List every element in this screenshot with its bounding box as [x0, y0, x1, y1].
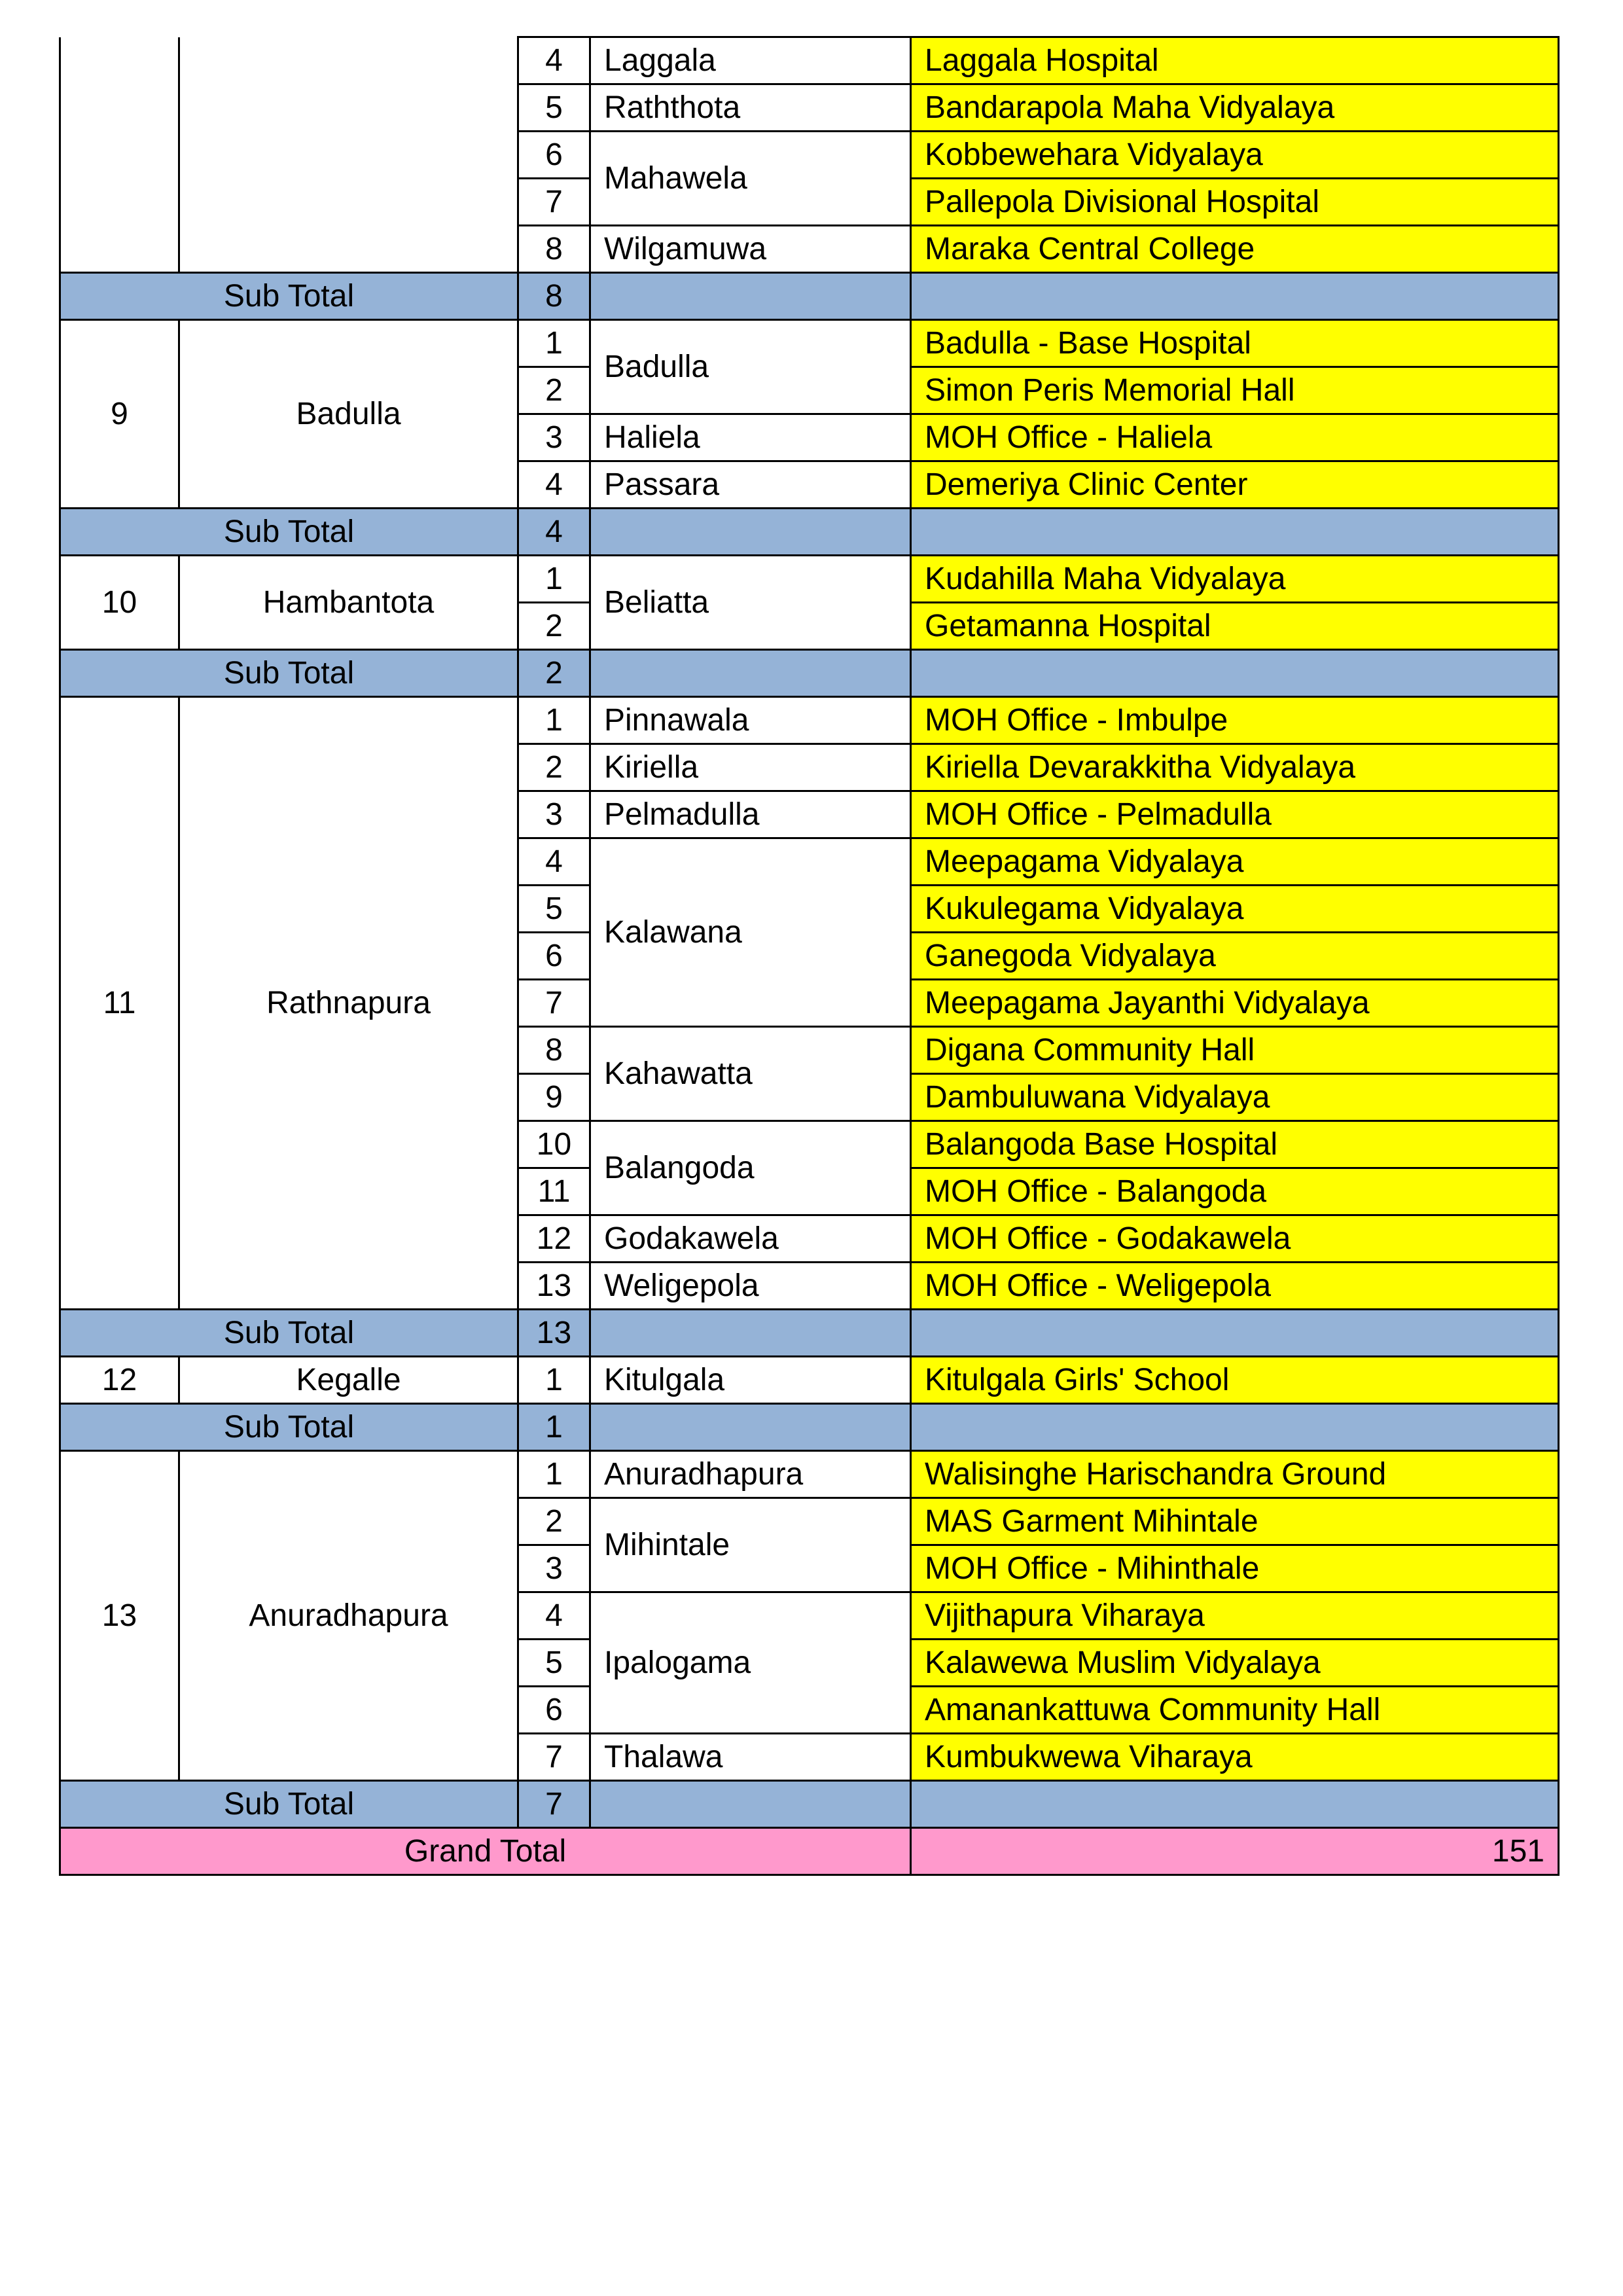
table-row [60, 1451, 1559, 1498]
table-body [60, 37, 1559, 1875]
subtotal-blank-cell [911, 273, 1559, 320]
moh-area-cell: Balangoda [590, 1121, 911, 1215]
moh-area-cell: Haliela [590, 414, 911, 461]
subtotal-value: 2 [518, 650, 590, 697]
center-number-cell: 12 [518, 1215, 590, 1263]
subtotal-row [60, 273, 1559, 320]
center-location-cell: Meepagama Vidyalaya [911, 838, 1559, 886]
subtotal-blank-cell [911, 1310, 1559, 1357]
subtotal-blank-cell [590, 1781, 911, 1828]
center-number-cell: 5 [518, 1640, 590, 1687]
subtotal-value: 13 [518, 1310, 590, 1357]
subtotal-value: 8 [518, 273, 590, 320]
subtotal-label: Sub Total [60, 1781, 518, 1828]
subtotal-label: Sub Total [60, 650, 518, 697]
center-number-cell: 3 [518, 414, 590, 461]
district-number-cell: 12 [60, 1357, 179, 1404]
center-location-cell: Bandarapola Maha Vidyalaya [911, 84, 1559, 132]
moh-area-cell: Beliatta [590, 556, 911, 650]
district-name-cell: Rathnapura [179, 697, 518, 1310]
subtotal-value: 7 [518, 1781, 590, 1828]
center-location-cell: Kitulgala Girls' School [911, 1357, 1559, 1404]
subtotal-blank-cell [911, 1404, 1559, 1451]
center-number-cell: 7 [518, 1734, 590, 1781]
moh-area-cell: Kiriella [590, 744, 911, 791]
vaccination-centers-table [59, 36, 1560, 1876]
center-location-cell: Simon Peris Memorial Hall [911, 367, 1559, 414]
center-number-cell: 4 [518, 838, 590, 886]
center-location-cell: Dambuluwana Vidyalaya [911, 1074, 1559, 1121]
center-location-cell: MOH Office - Haliela [911, 414, 1559, 461]
center-number-cell: 11 [518, 1168, 590, 1215]
table-row [60, 556, 1559, 603]
center-location-cell: Kalawewa Muslim Vidyalaya [911, 1640, 1559, 1687]
center-location-cell: Balangoda Base Hospital [911, 1121, 1559, 1168]
center-number-cell: 2 [518, 603, 590, 650]
subtotal-blank-cell [590, 509, 911, 556]
center-location-cell: Kiriella Devarakkitha Vidyalaya [911, 744, 1559, 791]
grand-total-row [60, 1828, 1559, 1875]
center-number-cell: 2 [518, 367, 590, 414]
district-name-cell: Kegalle [179, 1357, 518, 1404]
center-location-cell: Meepagama Jayanthi Vidyalaya [911, 980, 1559, 1027]
center-number-cell: 7 [518, 980, 590, 1027]
center-location-cell: Amanankattuwa Community Hall [911, 1687, 1559, 1734]
subtotal-blank-cell [590, 1404, 911, 1451]
district-name-cell: Badulla [179, 320, 518, 509]
center-location-cell: MOH Office - Mihinthale [911, 1545, 1559, 1592]
subtotal-blank-cell [911, 650, 1559, 697]
subtotal-row [60, 650, 1559, 697]
subtotal-row [60, 1781, 1559, 1828]
moh-area-cell: Anuradhapura [590, 1451, 911, 1498]
moh-area-cell: Mihintale [590, 1498, 911, 1592]
district-number-cell: 9 [60, 320, 179, 509]
center-number-cell: 4 [518, 37, 590, 84]
center-number-cell: 2 [518, 1498, 590, 1545]
center-location-cell: MOH Office - Godakawela [911, 1215, 1559, 1263]
center-location-cell: Ganegoda Vidyalaya [911, 933, 1559, 980]
center-location-cell: Kobbewehara Vidyalaya [911, 132, 1559, 179]
center-location-cell: MOH Office - Balangoda [911, 1168, 1559, 1215]
center-location-cell: Walisinghe Harischandra Ground [911, 1451, 1559, 1498]
moh-area-cell: Raththota [590, 84, 911, 132]
moh-area-cell: Godakawela [590, 1215, 911, 1263]
center-number-cell: 9 [518, 1074, 590, 1121]
center-number-cell: 5 [518, 84, 590, 132]
center-location-cell: Laggala Hospital [911, 37, 1559, 84]
subtotal-row [60, 509, 1559, 556]
table-row [60, 697, 1559, 744]
moh-area-cell: Passara [590, 461, 911, 509]
table-row [60, 320, 1559, 367]
center-location-cell: Getamanna Hospital [911, 603, 1559, 650]
moh-area-cell: Thalawa [590, 1734, 911, 1781]
center-location-cell: MOH Office - Weligepola [911, 1263, 1559, 1310]
center-number-cell: 10 [518, 1121, 590, 1168]
district-number-cell [60, 37, 179, 273]
subtotal-row [60, 1404, 1559, 1451]
moh-area-cell: Kitulgala [590, 1357, 911, 1404]
subtotal-value: 4 [518, 509, 590, 556]
grand-total-value: 151 [911, 1828, 1559, 1875]
center-location-cell: Kukulegama Vidyalaya [911, 886, 1559, 933]
center-number-cell: 3 [518, 1545, 590, 1592]
center-number-cell: 7 [518, 179, 590, 226]
subtotal-blank-cell [590, 650, 911, 697]
table-row [60, 37, 1559, 84]
subtotal-value: 1 [518, 1404, 590, 1451]
center-location-cell: Badulla - Base Hospital [911, 320, 1559, 367]
subtotal-blank-cell [911, 509, 1559, 556]
center-location-cell: Digana Community Hall [911, 1027, 1559, 1074]
table-row [60, 1357, 1559, 1404]
moh-area-cell: Kahawatta [590, 1027, 911, 1121]
center-number-cell: 2 [518, 744, 590, 791]
center-location-cell: Pallepola Divisional Hospital [911, 179, 1559, 226]
moh-area-cell: Ipalogama [590, 1592, 911, 1734]
moh-area-cell: Pinnawala [590, 697, 911, 744]
center-number-cell: 8 [518, 1027, 590, 1074]
district-name-cell: Anuradhapura [179, 1451, 518, 1781]
subtotal-blank-cell [590, 1310, 911, 1357]
center-number-cell: 6 [518, 132, 590, 179]
center-number-cell: 5 [518, 886, 590, 933]
grand-total-label: Grand Total [60, 1828, 911, 1875]
center-number-cell: 13 [518, 1263, 590, 1310]
subtotal-label: Sub Total [60, 1404, 518, 1451]
center-location-cell: Kumbukwewa Viharaya [911, 1734, 1559, 1781]
center-number-cell: 6 [518, 1687, 590, 1734]
subtotal-label: Sub Total [60, 1310, 518, 1357]
center-number-cell: 1 [518, 1357, 590, 1404]
center-number-cell: 1 [518, 697, 590, 744]
moh-area-cell: Wilgamuwa [590, 226, 911, 273]
district-number-cell: 13 [60, 1451, 179, 1781]
center-location-cell: Vijithapura Viharaya [911, 1592, 1559, 1640]
moh-area-cell: Pelmadulla [590, 791, 911, 838]
center-number-cell: 6 [518, 933, 590, 980]
district-number-cell: 10 [60, 556, 179, 650]
moh-area-cell: Kalawana [590, 838, 911, 1027]
center-number-cell: 1 [518, 556, 590, 603]
center-location-cell: Kudahilla Maha Vidyalaya [911, 556, 1559, 603]
moh-area-cell: Badulla [590, 320, 911, 414]
subtotal-row [60, 1310, 1559, 1357]
moh-area-cell: Weligepola [590, 1263, 911, 1310]
center-number-cell: 8 [518, 226, 590, 273]
center-number-cell: 4 [518, 1592, 590, 1640]
center-number-cell: 1 [518, 1451, 590, 1498]
district-number-cell: 11 [60, 697, 179, 1310]
subtotal-label: Sub Total [60, 273, 518, 320]
center-number-cell: 4 [518, 461, 590, 509]
center-number-cell: 1 [518, 320, 590, 367]
moh-area-cell: Mahawela [590, 132, 911, 226]
center-location-cell: Demeriya Clinic Center [911, 461, 1559, 509]
subtotal-label: Sub Total [60, 509, 518, 556]
district-name-cell: Hambantota [179, 556, 518, 650]
subtotal-blank-cell [590, 273, 911, 320]
center-location-cell: MOH Office - Imbulpe [911, 697, 1559, 744]
center-location-cell: MAS Garment Mihintale [911, 1498, 1559, 1545]
center-number-cell: 3 [518, 791, 590, 838]
district-name-cell [179, 37, 518, 273]
moh-area-cell: Laggala [590, 37, 911, 84]
center-location-cell: MOH Office - Pelmadulla [911, 791, 1559, 838]
center-location-cell: Maraka Central College [911, 226, 1559, 273]
subtotal-blank-cell [911, 1781, 1559, 1828]
